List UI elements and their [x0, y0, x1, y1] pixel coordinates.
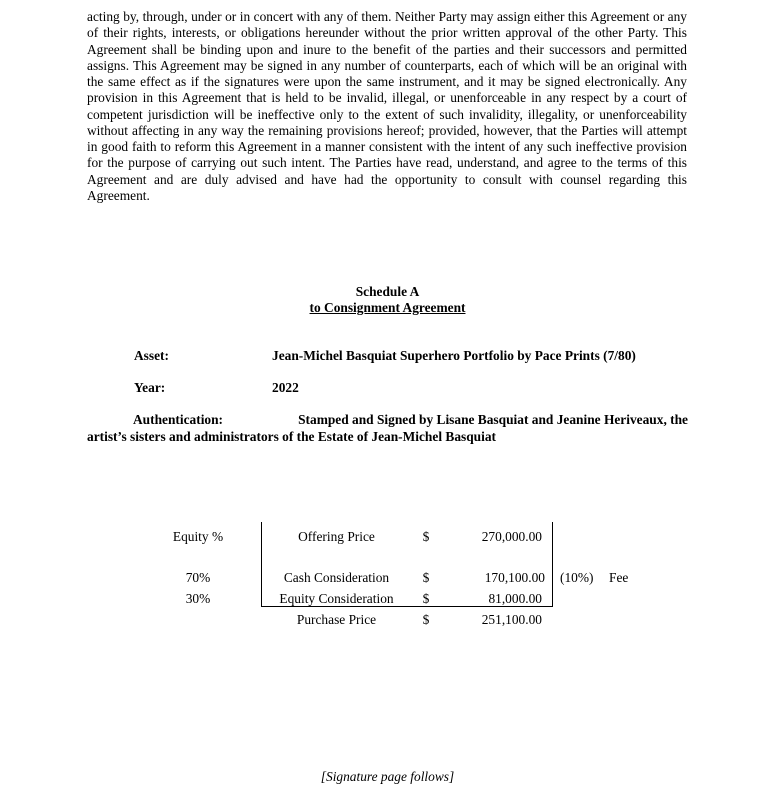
table-left-rule: [261, 522, 262, 607]
asset-label: Asset:: [134, 348, 169, 363]
cash-label: Cash Consideration: [283, 570, 390, 585]
purchase-label: Purchase Price: [296, 612, 377, 627]
authentication-block: [87, 411, 688, 445]
authentication-value-line1: Stamped and Signed by Lisane Basquiat and Jeanine Heriveaux, the: [298, 412, 688, 427]
authentication-line: [87, 411, 688, 428]
equity-consideration-label: Equity Consideration: [279, 591, 394, 606]
signature-page-note: [Signature page follows]: [320, 769, 455, 784]
equity-consideration-currency: $: [422, 591, 430, 606]
fee-label: Fee: [609, 570, 629, 585]
table-right-rule: [552, 522, 553, 607]
offering-label: Offering Price: [298, 529, 375, 544]
fee-percent: (10%): [560, 570, 594, 585]
year-label: Year:: [134, 380, 166, 395]
table-bottom-rule: [261, 606, 553, 607]
asset-value: Jean-Michel Basquiat Superhero Portfolio by Pace Prints (7/80): [272, 348, 636, 363]
year-value: 2022: [272, 380, 299, 395]
equity-consideration-value: 81,000.00: [488, 591, 542, 606]
authentication-label: Authentication:: [133, 412, 224, 427]
schedule-subtitle-text: to Consignment Agreement: [309, 300, 466, 315]
cash-currency: $: [422, 570, 430, 585]
agreement-paragraph: acting by, through, under or in concert with any of them. Neither Party may assign either this Agreement or any of their rights, interests, or obligations hereunder without the prior written approval of the other Party. This Agreement shall be binding upon and inure to the benefit of the parties and their successors and permitted assigns. This Agreement may be signed in any number of counterparts, each of which will be an original with the same effect as if the signatures were upon the same instrument, and it may be signed electronically. Any provision in this Agreement that is held to be invalid, illegal, or unenforceable in any respect by a court of competent jurisdiction will be ineffective only to the extent of such invalidity, illegality, or unenforceability without affecting in any way the remaining provisions hereof; provided, however, that the Parties will attempt in good faith to reform this Agreement in a manner consistent with the intent of any such ineffective provision for the purpose of carrying out such intent. The Parties have read, understand, and agree to the terms of this Agreement and are duly advised and have had the opportunity to consult with counsel regarding this Agreement.: [87, 9, 687, 203]
offering-value: 270,000.00: [481, 529, 542, 544]
purchase-currency: $: [422, 612, 430, 627]
schedule-subtitle: [0, 300, 775, 316]
equity-consideration-pct: 30%: [185, 591, 211, 606]
offering-currency: $: [422, 529, 430, 544]
cash-value: 170,100.00: [484, 570, 545, 585]
authentication-value-line2: artist’s sisters and administrators of the Estate of Jean-Michel Basquiat: [87, 429, 497, 444]
purchase-value: 251,100.00: [481, 612, 542, 627]
equity-header: Equity %: [172, 529, 224, 544]
schedule-title: Schedule A: [355, 284, 420, 299]
cash-equity: 70%: [185, 570, 211, 585]
